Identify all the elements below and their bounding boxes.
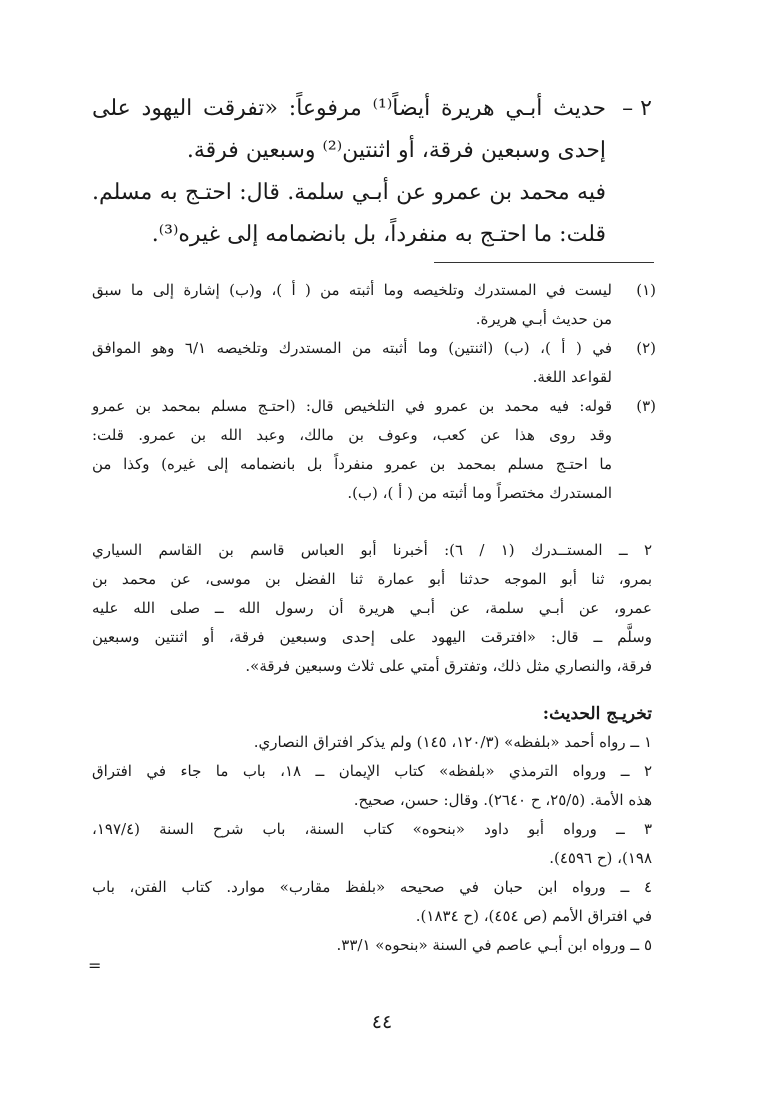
footnote-2	[92, 334, 612, 392]
takhrij-list	[92, 728, 652, 960]
footnote-number: (٢)	[636, 339, 656, 357]
narration-line: عمرو، عن أبـي سلمة، عن أبـي هريرة أن رسول الله ــ صلى الله عليه	[92, 599, 652, 617]
footnote-line: قوله: فيه محمد بن عمرو في التلخيص قال: (احتـج مسلم بمحمد بن عمرو	[92, 397, 612, 415]
takhrij-line: في افتراق الأمم (ص ٤٥٤)، (ح ١٨٣٤).	[415, 907, 652, 925]
footnote-1	[92, 276, 612, 334]
narration-text	[92, 536, 652, 681]
footnote-number: (١)	[636, 281, 656, 299]
takhrij-line: ٣ ــ ورواه أبو داود «بنحوه» كتاب السنة، باب شرح السنة (١٩٧/٤،	[92, 820, 652, 838]
narration-line: وسلَّم ــ قال: «افترقت اليهود على إحدى وسبعين فرقة، أو اثنتين وسبعين	[92, 628, 652, 646]
takhrij-line: ٥ ــ ورواه ابن أبـي عاصم في السنة «بنحوه» ٣٣/١.	[336, 936, 652, 954]
footnote-divider	[434, 262, 654, 263]
narration-line: فرقة، والنصاري مثل ذلك، وتفترق أمتي على ثلاث وسبعين فرقة».	[245, 657, 652, 675]
footnote-line: وقد روى هذا عن كعب، وعوف بن مالك، وعبد الله بن عمرو. قلت:	[92, 426, 612, 444]
takhrij-item	[92, 728, 652, 757]
footnote-3	[92, 392, 612, 508]
hadith-number: ٢ –	[622, 96, 652, 121]
footnote-line: ليست في المستدرك وتلخيصه وما أثبته من ( أ )، و(ب) إشارة إلى ما سبق	[92, 281, 612, 299]
hadith-line: حديث أبـي هريرة أيضاً⁽¹⁾ مرفوعاً: «تفرقت اليهود على	[92, 96, 606, 121]
hadith-text	[92, 88, 652, 256]
takhrij-item	[92, 815, 652, 873]
hadith-line: إحدى وسبعين فرقة، أو اثنتين⁽²⁾ وسبعين فرقة.	[186, 138, 606, 163]
takhrij-item	[92, 757, 652, 815]
footnote-line: المستدرك مختصراً وما أثبته من ( أ )، (ب).	[347, 484, 612, 502]
footnote-line: ما احتـج مسلم بمحمد بن عمرو منفرداً بل بانضمامه إلى غيره) وكذا من	[92, 455, 612, 473]
page-number: ٤٤	[371, 1011, 393, 1033]
footnote-line: في ( أ )، (ب) (اثنتين) وما أثبته من المستدرك وتلخيصه ٦/١ وهو الموافق	[92, 339, 612, 357]
takhrij-line: ٤ ــ ورواه ابن حبان في صحيحه «بلفظ مقارب» موارد. كتاب الفتن، باب	[92, 878, 652, 896]
takhrij-item	[92, 931, 652, 960]
narration-line: بمرو، ثنا أبو الموجه حدثنا أبو عمارة ثنا الفضل بن موسى، عن محمد بن	[92, 570, 652, 588]
takhrij-line: ١٩٨)، (ح ٤٥٩٦).	[549, 849, 652, 867]
narration-line: ٢ ــ المستــدرك (١ / ٦): أخبرنا أبو العباس قاسم بن القاسم السياري	[92, 541, 652, 559]
takhrij-heading: تخريـج الحديث:	[542, 704, 652, 724]
continuation-mark: =	[88, 956, 102, 975]
takhrij-line: ١ ــ رواه أحمد «بلفظه» (١٢٠/٣، ١٤٥) ولم يذكر افتراق النصاري.	[253, 733, 652, 751]
takhrij-line: هذه الأمة. (٢٥/٥، ح ٢٦٤٠). وقال: حسن، صحيح.	[353, 791, 652, 809]
hadith-line: قلت: ما احتـج به منفرداً، بل بانضمامه إلى غيره⁽³⁾.	[151, 222, 606, 247]
footnote-line: من حديث أبـي هريرة.	[475, 310, 612, 328]
takhrij-line: ٢ ــ ورواه الترمذي «بلفظه» كتاب الإيمان ــ ١٨، باب ما جاء في افتراق	[92, 762, 652, 780]
footnote-number: (٣)	[636, 397, 656, 415]
footnotes	[92, 276, 612, 508]
footnote-line: لقواعد اللغة.	[532, 368, 612, 386]
takhrij-item	[92, 873, 652, 931]
hadith-line: فيه محمد بن عمرو عن أبـي سلمة. قال: احتـج به مسلم.	[92, 180, 606, 205]
